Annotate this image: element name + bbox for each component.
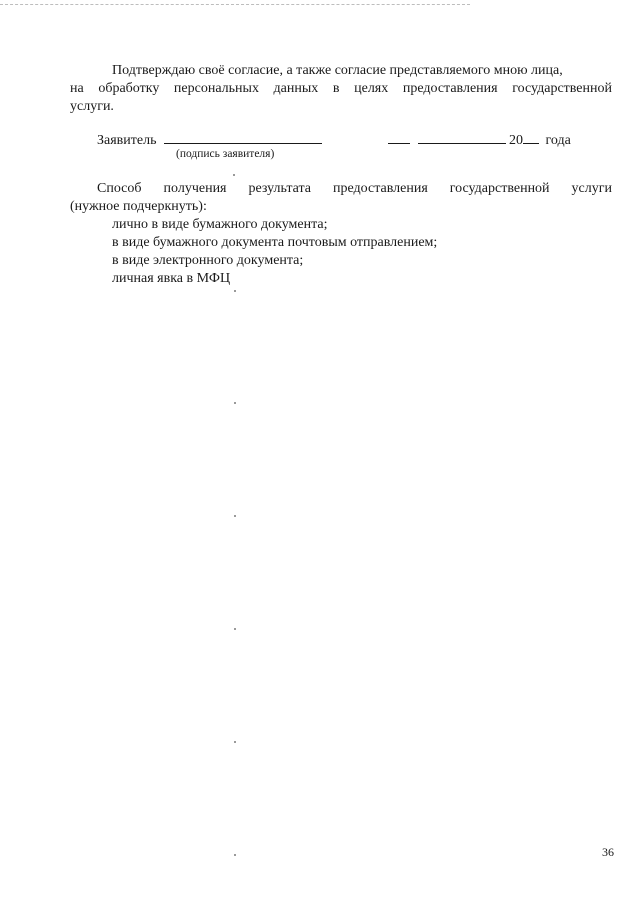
scan-speck bbox=[234, 402, 236, 404]
scan-edge-line bbox=[0, 4, 470, 5]
date-field bbox=[388, 130, 571, 149]
method-option-mfc: личная явка в МФЦ bbox=[112, 271, 231, 286]
date-year-prefix: 20 bbox=[509, 133, 523, 148]
method-line-1: Способ получения результата предоставления государственной услуги bbox=[97, 181, 612, 196]
scan-speck bbox=[234, 515, 236, 517]
consent-line-1: Подтверждаю своё согласие, а также согласие представляемого мною лица, bbox=[112, 63, 563, 78]
method-option-mail: в виде бумажного документа почтовым отправлением; bbox=[112, 235, 438, 250]
applicant-signature-row bbox=[97, 130, 322, 149]
date-year-suffix: года bbox=[545, 133, 571, 148]
consent-line-3: услуги. bbox=[70, 99, 114, 114]
date-year-field[interactable] bbox=[523, 130, 539, 144]
scan-speck bbox=[234, 854, 236, 856]
signature-field[interactable] bbox=[164, 130, 322, 144]
date-day-field[interactable] bbox=[388, 130, 410, 144]
method-line-2: (нужное подчеркнуть): bbox=[70, 199, 207, 214]
applicant-label: Заявитель bbox=[97, 133, 157, 148]
method-option-paper: лично в виде бумажного документа; bbox=[112, 217, 328, 232]
consent-line-2: на обработку персональных данных в целях предоставления государственной bbox=[70, 81, 612, 96]
date-month-field[interactable] bbox=[418, 130, 506, 144]
scan-speck bbox=[234, 741, 236, 743]
scan-speck bbox=[234, 628, 236, 630]
signature-caption: (подпись заявителя) bbox=[176, 148, 275, 160]
method-option-electronic: в виде электронного документа; bbox=[112, 253, 304, 268]
page-number: 36 bbox=[602, 845, 614, 859]
scan-speck bbox=[234, 290, 236, 292]
scan-speck bbox=[233, 174, 235, 176]
